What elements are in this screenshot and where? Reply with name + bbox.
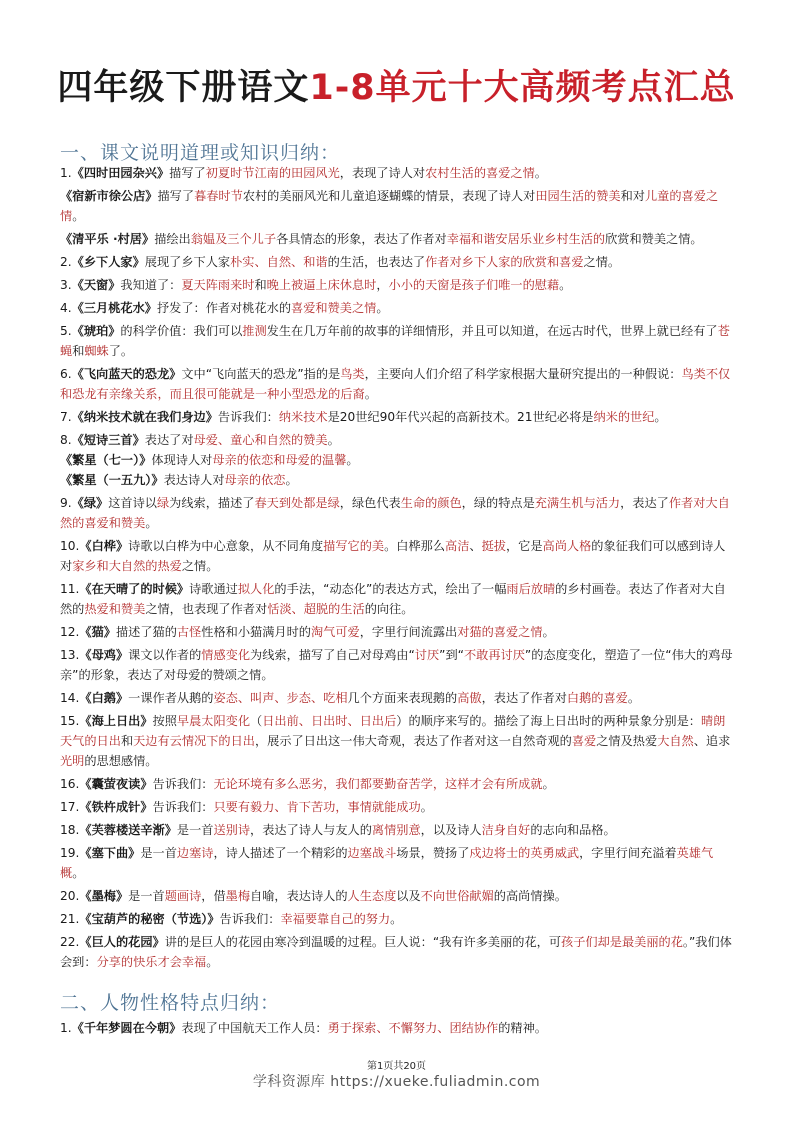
text: 自喻，表达诗人的 <box>250 889 348 903</box>
paragraph-1 <box>60 163 736 183</box>
text: 和对 <box>620 189 645 203</box>
text: 以及 <box>396 889 421 903</box>
text: ”的态度变化，塑造了一位“伟大的鸡母亲”的形象，表达了对母爱的赞颂之情。 <box>60 648 733 682</box>
text-title: 《绿》 <box>71 496 109 510</box>
text: 的生活，也表达了 <box>327 255 426 269</box>
text: 课文以作者的 <box>128 648 202 662</box>
highlight: 母亲的依恋 <box>224 473 286 487</box>
text: （ <box>250 714 263 728</box>
text: 描绘出 <box>154 232 191 246</box>
highlight: 不敢再讨厌 <box>463 648 525 662</box>
highlight: 幸福和谐安居乐业乡村生活的 <box>446 232 606 246</box>
text: ，以及诗人 <box>420 823 482 837</box>
text: 的乡村画卷。表达了作者对大自然的 <box>60 582 726 616</box>
highlight: 戍边将士的英勇威武 <box>469 846 580 860</box>
highlight: 夏天阵雨来时 <box>181 278 255 292</box>
text: 的志向和品格。 <box>530 823 616 837</box>
text: ）的顺序来写的。描绘了海上日出时的两种景象分别是： <box>396 714 701 728</box>
text-title: 《巨人的花园》 <box>79 935 165 949</box>
text-title: 《短诗三首》 <box>71 433 145 447</box>
text: 一课作者从鹅的 <box>128 691 214 705</box>
title-black: 四年级下册语文 <box>57 68 310 108</box>
text-title: 《千年梦圆在今朝》 <box>71 1021 182 1035</box>
text: 的向往。 <box>364 602 414 616</box>
highlight: 天边有云情况下的日出 <box>133 734 255 748</box>
text-title: 《纳米技术就在我们身边》 <box>71 410 218 424</box>
text: 为线索，描写了自己对母鸡由“ <box>250 648 415 662</box>
number: 16. <box>60 777 80 791</box>
text: 之情及热爱 <box>596 734 658 748</box>
text-title: 《琥珀》 <box>71 324 121 338</box>
paragraph-12 <box>60 470 736 490</box>
highlight: 春天到处都是绿 <box>254 496 340 510</box>
text: 为线索，描述了 <box>169 496 255 510</box>
highlight: 蜘蛛 <box>84 344 109 358</box>
highlight: 母亲的依恋和母爱的温馨 <box>212 453 347 467</box>
highlight: 纳米技术 <box>278 410 328 424</box>
paragraph-26 <box>60 932 736 972</box>
highlight: 大自然 <box>657 734 694 748</box>
text: 展现了乡下人家 <box>144 255 231 269</box>
text-title: 《囊萤夜读》 <box>79 777 153 791</box>
highlight: 姿态、叫声、步态、吃相 <box>213 691 348 705</box>
text: 体现诗人对 <box>151 453 213 467</box>
text: 之情。 <box>181 559 219 573</box>
highlight: 高洁 <box>445 539 470 553</box>
highlight: 拟人化 <box>237 582 275 596</box>
number: 7. <box>60 410 72 424</box>
text: 的高尚情操。 <box>493 889 567 903</box>
text: 、 <box>469 539 482 553</box>
watermark: 学科资源库 https://xueke.fuliadmin.com <box>252 1074 541 1090</box>
number: 4. <box>60 301 72 315</box>
highlight: 分享的快乐才会幸福 <box>96 955 207 969</box>
number: 12. <box>60 625 80 639</box>
text: 按照 <box>152 714 177 728</box>
highlight: 雨后放晴 <box>506 582 556 596</box>
text: 。 <box>542 777 555 791</box>
paragraph-15 <box>60 579 736 619</box>
text: 。 <box>145 516 158 530</box>
paragraph-25 <box>60 909 736 929</box>
text: 。 <box>72 866 85 880</box>
text-title: 《繁星（一五九）》 <box>60 473 164 487</box>
highlight: 绿 <box>156 496 170 510</box>
text: 描述了猫的 <box>115 625 177 639</box>
document-body <box>60 163 736 975</box>
highlight: 日出前、日出时、日出后 <box>262 714 397 728</box>
text: 。 <box>390 912 403 926</box>
text-title: 《在天晴了的时候》 <box>79 582 190 596</box>
text-title: 《白鹅》 <box>79 691 129 705</box>
text: 发生在几万年前的故事的详细情形，并且可以知道，在远古时代，世界上就已经有了 <box>266 324 718 338</box>
text: 告诉我们： <box>217 410 279 424</box>
highlight: 农村生活的喜爱之情 <box>425 166 535 180</box>
text: ，表达了 <box>620 496 669 510</box>
title-red: 1-8单元十大高频考点汇总 <box>309 68 736 108</box>
paragraph-16 <box>60 622 736 642</box>
text: 诗歌以白桦为中心意象，从不同角度 <box>128 539 324 553</box>
highlight: 描写它的美 <box>323 539 385 553</box>
highlight: 光明 <box>60 754 85 768</box>
text: 文中“飞向蓝天的恐龙”指的是 <box>181 367 341 381</box>
text-title: 《三月桃花水》 <box>71 301 157 315</box>
number: 9. <box>60 496 72 510</box>
text: 表现了中国航天工作人员： <box>181 1021 328 1035</box>
paragraph-14 <box>60 536 736 576</box>
text: 的科学价值：我们可以 <box>120 324 243 338</box>
text-title: 《白桦》 <box>79 539 129 553</box>
highlight: 英雄气概 <box>60 846 714 880</box>
highlight: 纳米的世纪 <box>593 410 655 424</box>
highlight: 作者对乡下人家的欣赏和喜爱 <box>425 255 584 269</box>
text: 。 <box>627 691 641 705</box>
text: 这首诗以 <box>108 496 157 510</box>
highlight: 人生态度 <box>347 889 397 903</box>
paragraph-2 <box>60 186 736 226</box>
text-title: 《铁杵成针》 <box>79 800 153 814</box>
text: ，展示了日出这一伟大奇观，表达了作者对这一自然奇观的 <box>255 734 572 748</box>
text: 表达了对 <box>144 433 194 447</box>
text-title: 《宝葫芦的秘密（节选）》 <box>79 912 220 926</box>
number: 1. <box>60 166 72 180</box>
number: 3. <box>60 278 72 292</box>
text: 的思想感情。 <box>84 754 158 768</box>
text: 是20世纪90年代兴起的高新技术。21世纪必将是 <box>327 410 594 424</box>
text-title: 《母鸡》 <box>79 648 129 662</box>
text: 是一首 <box>128 889 165 903</box>
highlight: 勇于探索、不懈努力、团结协作 <box>327 1021 499 1035</box>
paragraph-22 <box>60 820 736 840</box>
highlight: 墨梅 <box>225 889 251 903</box>
text-title: 《宿新市徐公店》 <box>60 189 158 203</box>
text: 表达诗人对 <box>163 473 225 487</box>
paragraph-8 <box>60 364 736 404</box>
text: 。 <box>376 301 389 315</box>
text: 是一首 <box>140 846 177 860</box>
paragraph-21 <box>60 797 736 817</box>
highlight: 题画诗 <box>164 889 202 903</box>
text: 。 <box>364 387 377 401</box>
highlight: 送别诗 <box>213 823 251 837</box>
highlight: 苍蝇 <box>60 324 730 358</box>
number: 19. <box>60 846 80 860</box>
highlight: 离情别意 <box>371 823 421 837</box>
number: 15. <box>60 714 80 728</box>
text: ，借 <box>201 889 226 903</box>
highlight: 晴朗天气的日出 <box>60 714 726 748</box>
number: 14. <box>60 691 80 705</box>
paragraph-27 <box>60 1018 736 1038</box>
highlight: 洁身自好 <box>481 823 531 837</box>
paragraph-18 <box>60 688 736 708</box>
highlight: 鸟类不仅和恐龙有亲缘关系，而且很可能就是一种小型恐龙的后裔 <box>60 367 731 401</box>
number: 13. <box>60 648 80 662</box>
text: 了。 <box>108 344 134 358</box>
text: 。 <box>654 410 667 424</box>
highlight: 对猫的喜爱之情 <box>457 625 543 639</box>
highlight: 淘气可爱 <box>310 625 360 639</box>
text-title: 《塞下曲》 <box>79 846 141 860</box>
number: 2. <box>60 255 72 269</box>
page-title <box>0 60 793 110</box>
number: 8. <box>60 433 72 447</box>
text: 各具情态的形象，表达了作者对 <box>276 232 447 246</box>
highlight: 家乡和大自然的热爱 <box>72 559 182 573</box>
text: 。”我们体会到： <box>60 935 732 969</box>
paragraph-3 <box>60 229 736 249</box>
highlight: 生命的颜色 <box>400 496 462 510</box>
text: 我知道了： <box>120 278 182 292</box>
highlight: 小小的天窗是孩子们唯一的慰藉 <box>388 278 560 292</box>
text: 农村的美丽风光和儿童追逐蝴蝶的情景，表现了诗人对 <box>242 189 536 203</box>
text-title: 《海上日出》 <box>79 714 153 728</box>
paragraph-10 <box>60 430 736 450</box>
text-title: 《乡下人家》 <box>71 255 145 269</box>
text: 描写了 <box>169 166 206 180</box>
highlight: 不向世俗献媚 <box>420 889 494 903</box>
number: 10. <box>60 539 80 553</box>
highlight: 鸟类 <box>340 367 365 381</box>
text: ，绿色代表 <box>339 496 401 510</box>
text: 抒发了：作者对桃花水的 <box>156 301 292 315</box>
text: 之情。 <box>583 255 621 269</box>
paragraph-20 <box>60 774 736 794</box>
number: 6. <box>60 367 72 381</box>
text: ，表达了诗人与友人的 <box>250 823 372 837</box>
text: 告诉我们： <box>152 800 214 814</box>
text: 欣赏和赞美之情。 <box>605 232 703 246</box>
page-number: 第1页共20页 <box>366 1061 427 1072</box>
text: 。 <box>542 625 555 639</box>
text: 是一首 <box>176 823 214 837</box>
text: ，字里行间流露出 <box>359 625 458 639</box>
highlight: 暮春时节 <box>194 189 243 203</box>
text: 的象征我们可以感到诗人对 <box>60 539 726 573</box>
text-title: 《猫》 <box>79 625 116 639</box>
highlight: 讨厌 <box>414 648 440 662</box>
paragraph-6 <box>60 298 736 318</box>
text: 。 <box>285 473 298 487</box>
highlight: 情感变化 <box>201 648 251 662</box>
text: 。白桦那么 <box>384 539 446 553</box>
number: 21. <box>60 912 80 926</box>
paragraph-7 <box>60 321 736 361</box>
highlight: 晚上被逼上床休息时 <box>266 278 377 292</box>
number: 20. <box>60 889 80 903</box>
text: 。 <box>72 209 85 223</box>
highlight: 孩子们却是最美丽的花 <box>561 935 683 949</box>
text: ，表现了诗人对 <box>339 166 426 180</box>
text-title: 《天窗》 <box>71 278 121 292</box>
text: 。 <box>327 433 340 447</box>
text: 。 <box>559 278 572 292</box>
text: 。 <box>346 453 359 467</box>
text: 和 <box>72 344 85 358</box>
highlight: 高尚人格 <box>542 539 592 553</box>
text: ”到“ <box>439 648 464 662</box>
text: 性格和小猫满月时的 <box>201 625 311 639</box>
text-title: 《墨梅》 <box>79 889 129 903</box>
highlight: 白鹅的喜爱 <box>566 691 628 705</box>
paragraph-24 <box>60 886 736 906</box>
highlight: 边塞诗 <box>176 846 214 860</box>
highlight: 早晨太阳变化 <box>176 714 251 728</box>
number: 18. <box>60 823 80 837</box>
paragraph-11 <box>60 450 736 470</box>
text: 。 <box>206 955 219 969</box>
text-title: 《飞向蓝天的恐龙》 <box>71 367 182 381</box>
text: ，诗人描述了一个精彩的 <box>213 846 348 860</box>
text: ，表达了作者对 <box>481 691 567 705</box>
highlight: 热爱和赞美 <box>84 602 146 616</box>
text: 、追求 <box>693 734 731 748</box>
paragraph-9 <box>60 407 736 427</box>
text-title: 《四时田园杂兴》 <box>71 166 170 180</box>
text: 告诉我们： <box>152 777 214 791</box>
number: 5. <box>60 324 72 338</box>
text: 和 <box>254 278 267 292</box>
text: 的手法，“动态化”的表达方式，绘出了一幅 <box>274 582 507 596</box>
paragraph-19 <box>60 711 736 771</box>
highlight: 田园生活的赞美 <box>535 189 621 203</box>
highlight: 挺拔 <box>481 539 506 553</box>
paragraph-17 <box>60 645 736 685</box>
highlight: 高傲 <box>457 691 482 705</box>
text: ，字里行间充溢着 <box>579 846 677 860</box>
highlight: 只要有毅力、肯下苦功，事情就能成功 <box>213 800 421 814</box>
highlight: 翁媪及三个儿子 <box>190 232 277 246</box>
text: 之情，也表现了作者对 <box>145 602 268 616</box>
highlight: 母爱、童心和自然的赞美 <box>193 433 328 447</box>
number: 11. <box>60 582 80 596</box>
highlight: 边塞战斗 <box>347 846 397 860</box>
text: 。 <box>420 800 433 814</box>
paragraph-13 <box>60 493 736 533</box>
number: 17. <box>60 800 80 814</box>
text-title: 《繁星（七一）》 <box>60 453 152 467</box>
text: ，主要向人们介绍了科学家根据大量研究提出的一种假说： <box>364 367 682 381</box>
text: 讲的是巨人的花园由寒冷到温暖的过程。巨人说：“我有许多美丽的花，可 <box>164 935 562 949</box>
highlight: 初夏时节江南的田园风光 <box>205 166 340 180</box>
paragraph-4 <box>60 252 736 272</box>
highlight: 朴实、自然、和谐 <box>230 255 328 269</box>
highlight: 喜爱 <box>571 734 597 748</box>
highlight: 作者对大自然的喜爱和赞美 <box>60 496 730 530</box>
highlight: 恬淡、超脱的生活 <box>267 602 365 616</box>
section-heading-1: 一、课文说明道理或知识归纳： <box>60 142 341 164</box>
highlight: 儿童的喜爱之情 <box>60 189 719 223</box>
text: 的精神。 <box>498 1021 547 1035</box>
highlight: 无论环境有多么恶劣，我们都要勤奋苦学，这样才会有所成就 <box>213 777 543 791</box>
highlight: 充满生机与活力 <box>534 496 621 510</box>
text: 告诉我们： <box>219 912 281 926</box>
section-2-body <box>60 1018 736 1041</box>
highlight: 古怪 <box>176 625 202 639</box>
text: ，绿的特点是 <box>461 496 535 510</box>
text: 。 <box>534 166 547 180</box>
text: 诗歌通过 <box>189 582 238 596</box>
text-title: 《芙蓉楼送辛渐》 <box>79 823 177 837</box>
text: ，它是 <box>505 539 543 553</box>
text-title: 《清平乐 ·村居》 <box>60 232 155 246</box>
section-heading-2: 二、人物性格特点归纳： <box>60 992 281 1014</box>
paragraph-5 <box>60 275 736 295</box>
text: 几个方面来表现鹅的 <box>347 691 458 705</box>
highlight: 喜爱和赞美之情 <box>291 301 377 315</box>
text: 描写了 <box>157 189 195 203</box>
paragraph-23 <box>60 843 736 883</box>
highlight: 幸福要靠自己的努力 <box>280 912 391 926</box>
number: 1. <box>60 1021 72 1035</box>
highlight: 推测 <box>242 324 267 338</box>
number: 22. <box>60 935 80 949</box>
text: 和 <box>120 734 134 748</box>
text: ， <box>376 278 389 292</box>
text: 场景，赞扬了 <box>396 846 470 860</box>
